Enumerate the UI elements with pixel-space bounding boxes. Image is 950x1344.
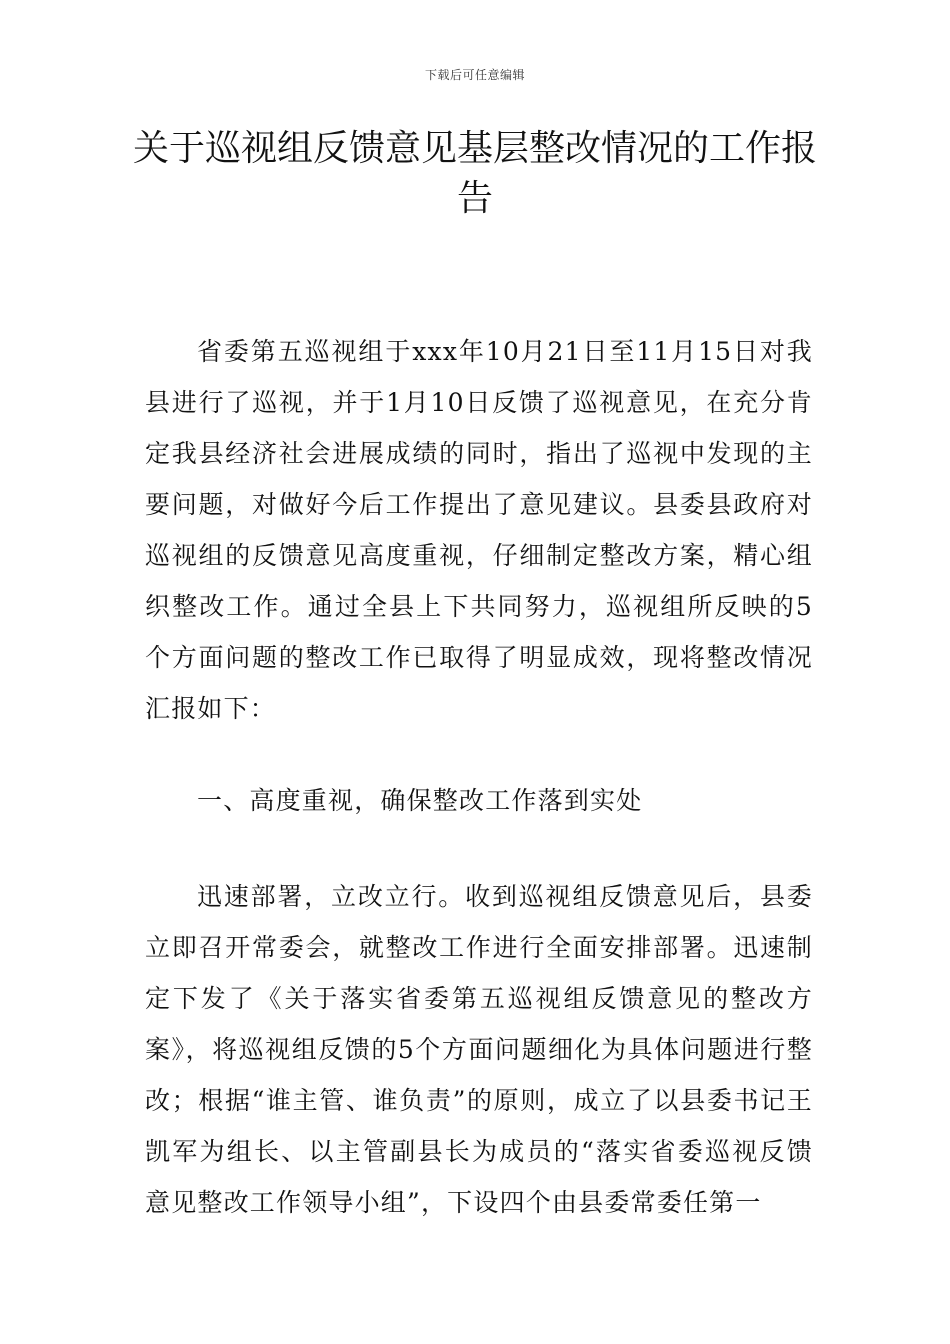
section-heading: 一、高度重视，确保整改工作落到实处 bbox=[197, 786, 643, 815]
header-note: 下载后可任意编辑 bbox=[424, 68, 525, 82]
document-title: 关于巡视组反馈意见基层整改情况的工作报告 bbox=[132, 128, 817, 219]
intro-paragraph: 省委第五巡视组于xxx年10月21日至11月15日对我县进行了巡视，并于1月10日反馈了巡视意见，在充分肯定我县经济社会进展成绩的同时，指出了巡视中发现的主要问题，对做好今后工作提出了意见建议。县委县政府对巡视组的反馈意见高度重视，仔细制定整改方案，精心组织整改工作。通过全县上下共同努力，巡视组所反映的5个方面问题的整改工作已取得了明显成效，现将整改情况汇报如下： bbox=[145, 337, 813, 723]
section-paragraph: 迅速部署，立改立行。收到巡视组反馈意见后，县委立即召开常委会，就整改工作进行全面安排部署。迅速制定下发了《关于落实省委第五巡视组反馈意见的整改方案》，将巡视组反馈的5个方面问题细化为具体问题进行整改；根据“谁主管、谁负责”的原则，成立了以县委书记王凯军为组长、以主管副县长为成员的“落实省委巡视反馈意见整改工作领导小组”，下设四个由县委常委任第一 bbox=[145, 882, 813, 1217]
